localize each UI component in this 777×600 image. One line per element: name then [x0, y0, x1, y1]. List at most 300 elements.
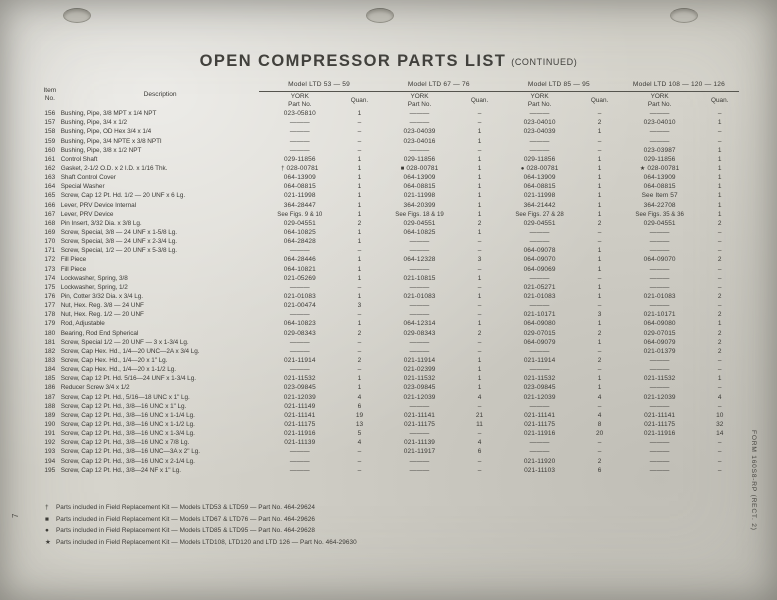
cell-part-no: 029-04551 — [283, 219, 316, 227]
cell-part-no — [499, 165, 581, 174]
cell-item-no: 192 — [44, 439, 56, 447]
cell-description: Screw, Special, 3/8 — 24 UNF x 1-5/8 Lg. — [60, 229, 177, 237]
cell-part-no: 064-09078 — [523, 247, 556, 255]
cell-part-no: 021-11141 — [644, 411, 676, 419]
table-row — [39, 128, 739, 137]
table-row — [39, 201, 739, 210]
cell-item-no: 166 — [44, 201, 56, 209]
cell-quantity: – — [717, 384, 722, 392]
cell-part-no: 023-09845 — [283, 384, 316, 392]
cell-part-no: 364-20399 — [403, 201, 436, 209]
cell-quantity: 1 — [357, 265, 362, 273]
cell-quantity: 1 — [477, 366, 482, 374]
cell-part-no: ——— — [289, 128, 310, 136]
cell-quantity: 2 — [597, 356, 602, 364]
table-row — [39, 229, 739, 238]
cell-quantity: – — [477, 311, 482, 319]
cell-part-no: ——— — [289, 347, 310, 355]
cell-part-no: 064-09079 — [523, 338, 556, 346]
cell-part-no: See Figs. 35 & 36 — [635, 210, 684, 218]
table-row — [39, 137, 739, 146]
cell-part-no: 021-11914 — [403, 356, 436, 364]
cell-part-no: ——— — [529, 110, 550, 118]
table-row — [39, 238, 739, 247]
cell-quantity: 2 — [597, 329, 602, 337]
cell-part-no: 064-10823 — [283, 320, 316, 328]
cell-description: Screw, Cap 12 Pt. Hd. 5/16—24 UNF x 1-3/4 Lg. — [60, 375, 196, 383]
cell-part-no: ——— — [649, 274, 670, 282]
cell-quantity: 1 — [357, 238, 362, 246]
table-row — [39, 375, 739, 384]
cell-description: Screw, Cap 12 Pt. Hd., 5/16—18 UNC x 1" Lg. — [60, 393, 190, 401]
footnote-marker-icon: ★ — [45, 538, 51, 546]
cell-part-no: ——— — [649, 457, 670, 465]
cell-part-no: 064-08815 — [283, 183, 316, 191]
cell-item-no: 184 — [44, 366, 56, 374]
cell-quantity: 1 — [597, 201, 602, 209]
cell-quantity: – — [477, 347, 482, 355]
parts-table-container — [39, 80, 739, 476]
cell-quantity: – — [717, 302, 722, 310]
cell-quantity: 1 — [477, 228, 482, 236]
cell-part-no: 029-11856 — [284, 155, 316, 163]
cell-quantity: 1 — [717, 174, 722, 182]
cell-part-no: 021-12039 — [643, 393, 676, 401]
cell-part-no: 021-12039 — [283, 393, 316, 401]
cell-quantity: – — [717, 366, 722, 374]
cell-quantity: 1 — [717, 201, 722, 209]
cell-quantity: 1 — [717, 210, 722, 218]
column-header-item-no: Item No. — [43, 86, 57, 102]
cell-item-no: 167 — [44, 210, 56, 218]
kit-marker-icon: † — [281, 165, 285, 172]
cell-description: Screw, Cap 12 Pt. Hd., 3/8—16 UNC x 7/8 Lg. — [60, 439, 190, 447]
cell-item-no: 163 — [44, 174, 56, 182]
cell-part-no: ——— — [529, 448, 550, 456]
cell-part-no: 064-09069 — [523, 265, 556, 273]
kit-marker-icon: ★ — [639, 165, 646, 172]
part-number-text: 028-00781 — [286, 165, 319, 172]
page-number: 7 — [11, 513, 20, 518]
cell-quantity: – — [477, 119, 482, 127]
table-row — [39, 110, 739, 119]
cell-quantity: 21 — [475, 411, 484, 419]
cell-quantity: 20 — [595, 430, 604, 438]
cell-quantity: – — [597, 146, 602, 154]
cell-item-no: 187 — [44, 393, 56, 401]
cell-quantity: 2 — [477, 219, 482, 227]
cell-part-no: 364-22708 — [643, 201, 676, 209]
cell-quantity: 1 — [597, 165, 602, 172]
document-title: OPEN COMPRESSOR PARTS LIST — [199, 52, 507, 70]
cell-quantity: 1 — [597, 384, 602, 392]
cell-quantity: – — [717, 128, 722, 136]
cell-description: Screw, Special, 1/2 — 20 UNF x 5-3/8 Lg. — [60, 247, 177, 255]
cell-part-no: ——— — [649, 283, 670, 291]
table-row — [39, 275, 739, 284]
cell-part-no: 021-12039 — [523, 393, 556, 401]
footnote-item — [45, 505, 665, 517]
cell-quantity: 8 — [597, 420, 602, 428]
cell-quantity: 1 — [357, 274, 362, 282]
cell-part-no: ——— — [409, 466, 430, 474]
cell-quantity: 2 — [717, 256, 722, 264]
cell-part-no: 064-13909 — [283, 174, 316, 182]
cell-quantity: – — [717, 402, 722, 410]
cell-description: Screw, Cap 12 Pt. Hd., 3/8—16 UNC x 2-1/4 Lg. — [60, 457, 195, 465]
cell-item-no: 190 — [44, 420, 56, 428]
cell-quantity: – — [357, 338, 362, 346]
table-row — [39, 147, 739, 156]
table-row — [39, 256, 739, 265]
table-row — [39, 412, 739, 421]
cell-quantity: 5 — [357, 430, 362, 438]
cell-part-no: 029-11856 — [643, 155, 676, 163]
cell-description: Screw, Cap Hex. Hd., 1/4—20 x 1-1/2 Lg. — [60, 366, 176, 374]
cell-description: Screw, Cap 12 Pt. Hd., 3/8—16 UNC x 1-3/4 Lg. — [60, 430, 195, 438]
table-row — [39, 247, 739, 256]
part-number-text: 028-00781 — [647, 165, 680, 172]
cell-quantity: 1 — [477, 292, 482, 300]
cell-item-no: 181 — [44, 338, 56, 346]
cell-part-no: 021-10171 — [643, 311, 676, 319]
cell-quantity: – — [717, 457, 722, 465]
cell-part-no: 064-09080 — [523, 320, 556, 328]
cell-quantity: 1 — [717, 183, 722, 191]
cell-quantity: – — [717, 274, 722, 282]
cell-quantity: 2 — [717, 311, 722, 319]
column-header-quan-2: Quan. — [470, 97, 489, 104]
cell-quantity: 13 — [355, 420, 364, 428]
cell-part-no: 364-28447 — [283, 201, 316, 209]
cell-quantity: 1 — [597, 210, 602, 218]
footnote-marker-icon: † — [45, 504, 49, 511]
cell-part-no: 029-11856 — [523, 155, 556, 163]
cell-item-no: 183 — [44, 356, 56, 364]
cell-quantity: 1 — [597, 283, 602, 291]
cell-quantity: 1 — [717, 375, 722, 383]
cell-quantity: – — [357, 128, 362, 136]
table-row — [39, 302, 739, 311]
parts-table — [39, 80, 739, 476]
cell-part-no: 064-09080 — [643, 320, 676, 328]
cell-quantity: 1 — [357, 375, 362, 383]
punch-hole — [366, 8, 394, 23]
cell-item-no: 165 — [44, 192, 56, 200]
footnote-item — [45, 540, 665, 552]
cell-quantity: 1 — [597, 256, 602, 264]
column-header-quan-1: Quan. — [350, 97, 369, 104]
cell-quantity: – — [717, 356, 722, 364]
cell-part-no: ——— — [289, 448, 310, 456]
cell-quantity: 6 — [597, 466, 602, 474]
cell-quantity: 2 — [717, 292, 722, 300]
cell-quantity: – — [357, 466, 362, 474]
cell-description: Bushing, Pipe, OD Hex 3/4 x 1/4 — [60, 128, 152, 136]
cell-quantity: – — [717, 283, 722, 291]
cell-part-no: 021-11532 — [284, 375, 316, 383]
cell-part-no: ——— — [649, 384, 670, 392]
cell-part-no: ——— — [409, 402, 430, 410]
cell-quantity: 1 — [477, 274, 482, 282]
cell-part-no: ——— — [529, 228, 550, 236]
cell-quantity: – — [357, 347, 362, 355]
cell-description: Screw, Cap Hex. Hd., 1/4—20 x 1" Lg. — [60, 357, 168, 364]
cell-part-no: 021-11998 — [284, 192, 316, 200]
cell-quantity: 1 — [597, 155, 602, 163]
cell-part-no: 021-11175 — [284, 420, 316, 428]
cell-description: Bushing, Pipe, 3/4 x 1/2 — [60, 119, 128, 127]
cell-item-no: 186 — [44, 384, 56, 392]
cell-part-no: ——— — [409, 146, 430, 154]
cell-quantity: 1 — [477, 174, 482, 182]
cell-quantity: – — [357, 457, 362, 465]
cell-part-no: 029-08343 — [283, 329, 316, 337]
cell-part-no: ——— — [289, 366, 310, 374]
cell-quantity: 1 — [717, 192, 722, 200]
footnote-text: Parts included in Field Replacement Kit — Models LTD53 & LTD59 — Part No. 464-29624 — [56, 504, 315, 511]
cell-quantity: 1 — [717, 165, 722, 172]
cell-part-no: 021-00474 — [283, 302, 316, 310]
table-row — [39, 320, 739, 329]
cell-part-no: 029-04551 — [403, 219, 436, 227]
cell-part-no: ——— — [649, 265, 670, 273]
cell-quantity: 2 — [597, 219, 602, 227]
cell-part-no: 021-11998 — [403, 192, 436, 200]
cell-part-no: 021-11916 — [523, 430, 556, 438]
table-head — [39, 80, 739, 110]
cell-description: Gasket, 2-1/2 O.D. x 2 I.D. x 1/16 Thk. — [60, 165, 168, 173]
cell-quantity: 2 — [357, 219, 362, 227]
column-header-model-group-1: Model LTD 53 — 59 — [259, 80, 378, 92]
cell-description: Screw, Cap 12 Pt. Hd., 3/8—16 UNC x 1" Lg. — [60, 402, 187, 410]
cell-part-no: 021-11532 — [643, 375, 676, 383]
cell-part-no: ——— — [649, 247, 670, 255]
table-row — [39, 430, 739, 439]
cell-quantity: – — [477, 402, 482, 410]
cell-part-no: 021-10815 — [403, 274, 436, 282]
cell-part-no: ——— — [409, 119, 430, 127]
footnote-text: Parts included in Field Replacement Kit — Models LTD85 & LTD95 — Part No. 464-29628 — [56, 527, 315, 534]
cell-part-no: ——— — [289, 466, 310, 474]
cell-part-no: ——— — [409, 302, 430, 310]
cell-part-no: 021-01083 — [403, 292, 436, 300]
cell-part-no: 021-11103 — [524, 466, 556, 474]
cell-description: Screw, Cap 12 Pt. Hd. 1/2 — 20 UNF x 6 Lg. — [60, 192, 186, 200]
cell-part-no: 021-01083 — [523, 292, 556, 300]
cell-description: Screw, Cap 12 Pt. Hd., 3/8—16 UNC x 1-1/4 Lg. — [60, 411, 195, 419]
cell-part-no: ——— — [529, 274, 550, 282]
cell-item-no: 159 — [44, 137, 56, 145]
cell-part-no: See Figs. 18 & 19 — [395, 210, 444, 218]
cell-part-no: ——— — [289, 457, 310, 465]
cell-quantity: – — [357, 137, 362, 145]
cell-part-no: ——— — [409, 247, 430, 255]
cell-quantity: 1 — [477, 137, 482, 145]
cell-quantity: – — [597, 137, 602, 145]
cell-part-no: ——— — [649, 238, 670, 246]
footnote-text: Parts included in Field Replacement Kit — Models LTD108, LTD120 and LTD 126 — Part No. 464-29630 — [56, 538, 357, 546]
cell-description: Reducer Screw 3/4 x 1/2 — [60, 384, 130, 392]
cell-quantity: 4 — [597, 393, 602, 401]
cell-part-no: 023-05810 — [283, 110, 316, 118]
cell-quantity: 2 — [597, 119, 602, 127]
cell-quantity: – — [597, 302, 602, 310]
cell-quantity: 6 — [477, 448, 482, 456]
cell-part-no: ——— — [649, 228, 670, 236]
cell-quantity: – — [597, 366, 602, 374]
cell-part-no: ——— — [649, 128, 670, 136]
cell-quantity: – — [477, 238, 482, 246]
cell-part-no: 021-11175 — [404, 420, 436, 428]
cell-quantity: 1 — [357, 292, 362, 300]
cell-quantity: 1 — [357, 174, 362, 182]
cell-part-no: 064-08815 — [403, 183, 436, 191]
cell-quantity: 1 — [717, 155, 722, 163]
cell-description: Screw, Special, 3/8 — 24 UNF x 2-3/4 Lg. — [60, 238, 177, 246]
column-header-model-group-2: Model LTD 67 — 76 — [379, 80, 499, 92]
cell-quantity: 14 — [716, 430, 724, 438]
cell-part-no: 064-13909 — [403, 174, 436, 182]
table-row — [39, 448, 739, 457]
cell-part-no: 021-11139 — [284, 439, 316, 447]
column-header-part-no-1: YORK Part No. — [288, 93, 312, 108]
cell-part-no: ——— — [529, 302, 550, 310]
cell-part-no: See Figs. 27 & 28 — [515, 210, 564, 218]
cell-part-no: 023-04039 — [523, 128, 556, 136]
footnote-marker-icon: ■ — [45, 515, 49, 523]
cell-quantity: 1 — [477, 183, 482, 191]
cell-quantity: 3 — [357, 302, 362, 310]
cell-quantity: 2 — [357, 329, 362, 337]
cell-quantity: 1 — [477, 192, 482, 200]
cell-description: Nut, Hex. Reg. 1/2 — 20 UNF — [60, 311, 144, 319]
document-title-suffix: (CONTINUED) — [511, 57, 578, 67]
cell-item-no: 156 — [44, 110, 56, 118]
cell-part-no: 021-11141 — [524, 411, 556, 419]
cell-part-no: ——— — [649, 466, 670, 474]
part-number-text: 028-00781 — [406, 165, 439, 172]
cell-quantity: 1 — [477, 155, 482, 163]
cell-part-no: 064-09070 — [643, 256, 676, 264]
cell-item-no: 169 — [44, 228, 56, 236]
footnote-marker-icon: ● — [45, 527, 49, 534]
cell-description: Bushing, Pipe, 3/4 NPTE x 3/8 NPTI — [60, 137, 162, 145]
table-row — [39, 265, 739, 274]
cell-part-no: ——— — [409, 430, 430, 438]
cell-part-no: ——— — [409, 238, 430, 246]
cell-part-no: 021-11916 — [643, 430, 676, 438]
cell-part-no: 021-11998 — [523, 192, 556, 200]
cell-description: Bushing, Pipe, 3/8 x 1/2 NPT — [60, 146, 142, 154]
cell-part-no: ——— — [649, 137, 670, 145]
cell-item-no: 158 — [44, 128, 56, 136]
cell-quantity: 1 — [597, 292, 602, 300]
cell-part-no: 021-01083 — [283, 292, 316, 300]
cell-part-no — [259, 165, 340, 174]
cell-quantity: – — [477, 265, 482, 273]
cell-part-no: 021-11532 — [523, 375, 556, 383]
table-row — [39, 156, 739, 165]
cell-quantity: 4 — [597, 411, 602, 419]
page-title — [0, 52, 777, 71]
cell-item-no: 188 — [44, 402, 56, 410]
cell-part-no: ——— — [529, 238, 550, 246]
cell-quantity: – — [717, 448, 722, 456]
column-header-model-group-3: Model LTD 85 — 95 — [499, 80, 619, 92]
cell-part-no: 021-11139 — [404, 439, 436, 447]
cell-quantity: – — [357, 366, 362, 374]
cell-part-no: ——— — [649, 110, 670, 118]
footnotes-block — [45, 505, 665, 551]
cell-description: Pin, Cotter 3/32 Dia. x 3/4 Lg. — [60, 293, 143, 301]
column-header-quan-4: Quan. — [710, 97, 729, 104]
table-row — [39, 457, 739, 466]
cell-quantity: – — [597, 347, 602, 355]
cell-quantity: 1 — [717, 146, 722, 154]
cell-part-no: ——— — [529, 366, 550, 374]
cell-quantity: – — [477, 283, 482, 291]
table-row — [39, 348, 739, 357]
cell-quantity: 1 — [597, 375, 602, 383]
cell-quantity: 2 — [597, 457, 602, 465]
cell-quantity: – — [597, 238, 602, 246]
cell-part-no: ——— — [649, 356, 670, 364]
cell-quantity: 1 — [477, 128, 482, 136]
cell-part-no: 021-11141 — [284, 411, 316, 419]
cell-quantity: 1 — [717, 119, 722, 127]
cell-quantity: 1 — [357, 165, 362, 172]
cell-part-no: ——— — [529, 347, 550, 355]
cell-quantity: – — [477, 302, 482, 310]
cell-part-no: ——— — [289, 146, 310, 154]
table-row — [39, 293, 739, 302]
cell-part-no: ——— — [649, 302, 670, 310]
cell-part-no: ——— — [289, 247, 310, 255]
cell-quantity: 1 — [357, 155, 362, 163]
cell-quantity: 1 — [357, 228, 362, 236]
cell-part-no: 021-11149 — [284, 402, 316, 410]
cell-part-no: 064-28428 — [283, 238, 316, 246]
cell-part-no: 021-11175 — [524, 420, 556, 428]
table-row — [39, 384, 739, 393]
cell-description: Special Washer — [60, 183, 105, 191]
cell-part-no: 021-10171 — [523, 311, 556, 319]
cell-quantity: – — [477, 430, 482, 438]
cell-quantity: – — [717, 228, 722, 236]
cell-quantity: 3 — [597, 311, 602, 319]
cell-quantity: – — [597, 274, 602, 282]
cell-quantity: 4 — [357, 439, 362, 447]
cell-item-no: 170 — [44, 238, 56, 246]
table-row — [39, 366, 739, 375]
cell-quantity: 2 — [357, 356, 362, 364]
table-row — [39, 211, 739, 220]
cell-description: Bearing, Rod End Spherical — [60, 329, 139, 337]
cell-part-no: 023-09845 — [523, 384, 556, 392]
cell-item-no: 189 — [44, 411, 56, 419]
cell-quantity: 2 — [717, 347, 722, 355]
cell-part-no: 021-11920 — [523, 457, 556, 465]
cell-part-no: 029-08343 — [403, 329, 436, 337]
cell-item-no: 172 — [44, 256, 56, 264]
cell-part-no: ——— — [289, 338, 310, 346]
cell-part-no: ——— — [649, 402, 670, 410]
cell-quantity: – — [357, 448, 362, 456]
cell-part-no: ——— — [529, 137, 550, 145]
cell-item-no: 161 — [44, 155, 56, 163]
cell-part-no: ——— — [529, 146, 550, 154]
